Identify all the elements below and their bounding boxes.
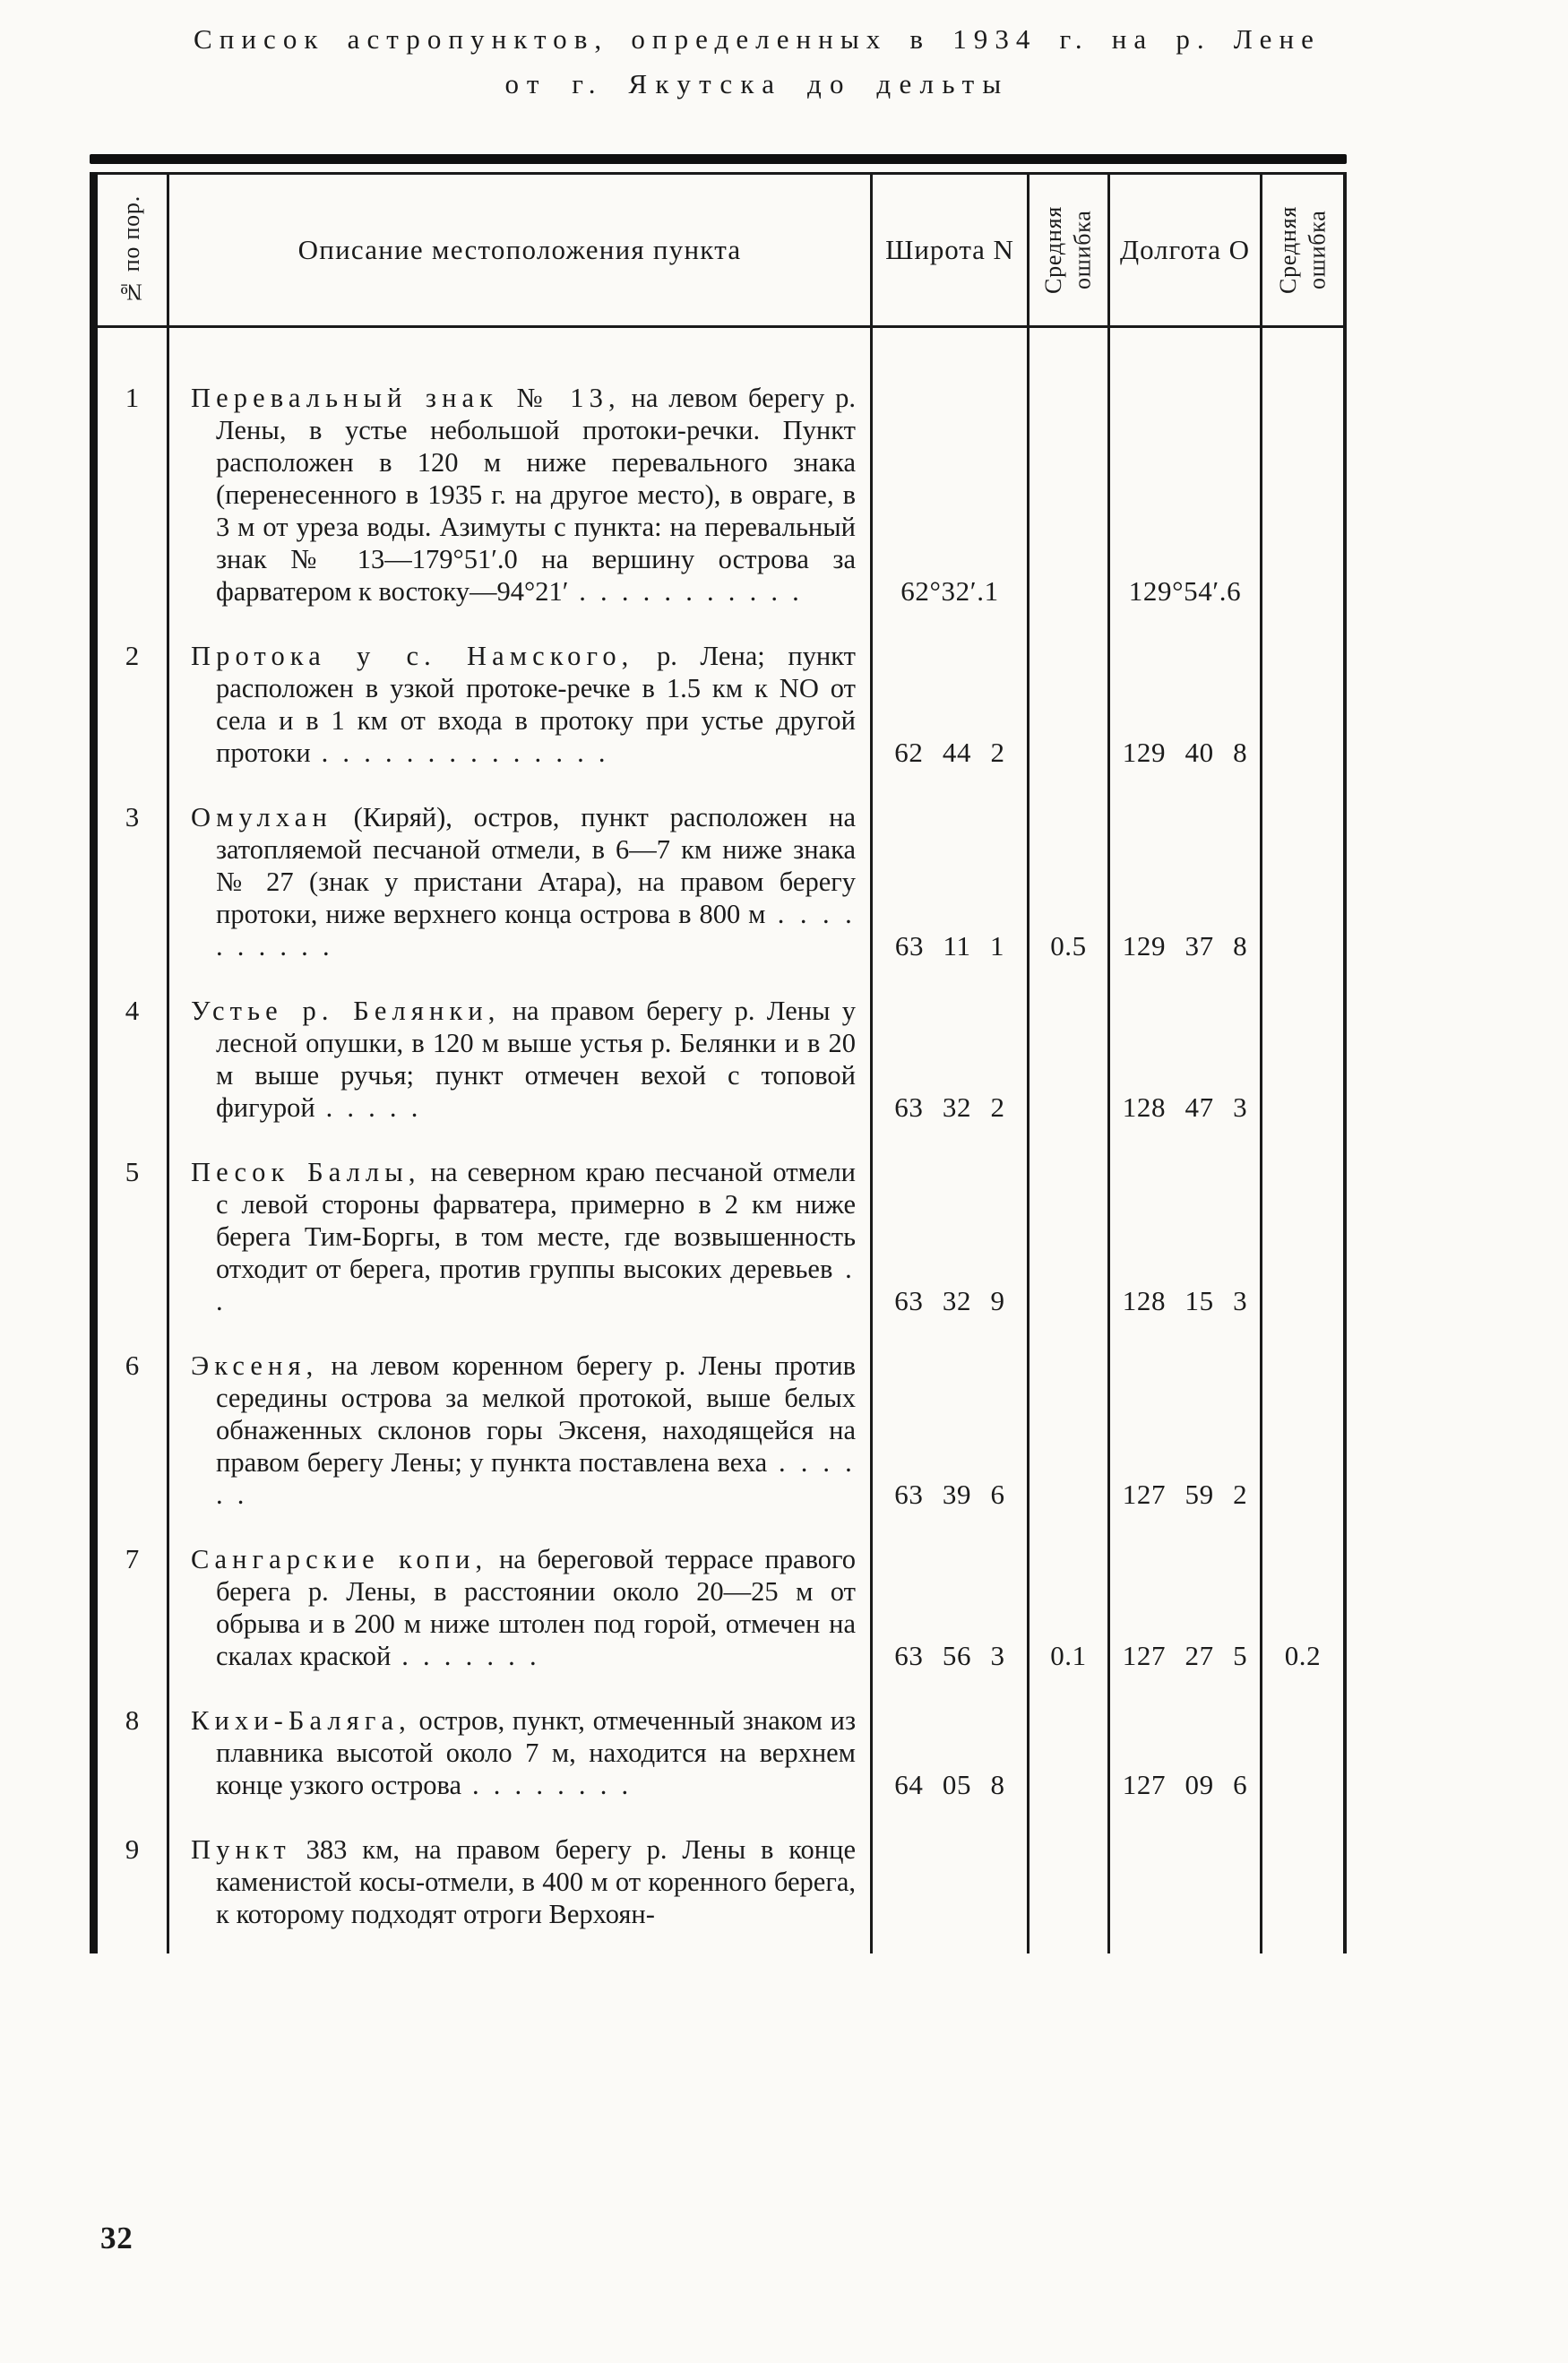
point-name: Перевальный знак № 13,	[191, 383, 621, 413]
title-line-1: Список астропунктов, определенных в 1934 г. на р. Лене	[194, 23, 1321, 55]
longitude-error-cell	[1262, 1812, 1343, 1953]
longitude-error-cell	[1262, 618, 1343, 780]
header-longitude-error-label: Средняя ошибка	[1274, 205, 1330, 295]
header-latitude-column	[873, 175, 1030, 325]
longitude-value: 129 40 8	[1122, 737, 1248, 768]
longitude-value: 128 47 3	[1122, 1091, 1248, 1123]
row-number: 1	[125, 382, 140, 413]
table-row	[98, 780, 1343, 973]
longitude-cell	[1110, 1812, 1262, 1953]
point-name: Протока у с. Намского,	[191, 641, 634, 671]
header-description-label: Описание местоположения пункта	[297, 234, 742, 265]
table-row	[98, 973, 1343, 1134]
point-description: 383 км, на правом берегу р. Лены в конце каменистой косы-отмели, в 400 м от коренного берега, к которому подходят отроги Верхоян-	[216, 1834, 856, 1929]
longitude-cell	[1110, 328, 1262, 618]
longitude-cell	[1110, 1134, 1262, 1328]
row-number-cell	[98, 1522, 169, 1683]
longitude-value: 129°54′.6	[1128, 575, 1242, 607]
latitude-cell	[873, 780, 1030, 973]
latitude-value: 63 32 2	[894, 1091, 1005, 1123]
point-description: на левом берегу р. Лены, в устье небольшой протоки-речки. Пункт расположен в 120 м ниже перевального знака (перенесенного в 1935 г. на другое место), в овраге, в 3 м от уреза воды. Азимуты с пункта: на перевальный знак № 13—179°51′.0 на вершину острова за фарватером к востоку—94°21′	[216, 383, 856, 607]
point-description: на береговой террасе правого берега р. Лены, в расстоянии около 20—25 м от обрыва и в 200 м ниже штолен под горой, отмечен на скалах краской	[216, 1544, 857, 1671]
longitude-error-value: 0.2	[1284, 1640, 1322, 1671]
leader-dots: . . . . . . . . . .	[216, 899, 856, 962]
longitude-error-cell	[1262, 1522, 1343, 1683]
latitude-value: 63 32 9	[894, 1285, 1005, 1316]
header-latitude-error-label: Средняя ошибка	[1040, 205, 1096, 295]
longitude-cell	[1110, 1522, 1262, 1683]
longitude-error-cell	[1262, 1134, 1343, 1328]
point-description: на северном краю песчаной отмели с левой стороны фарватера, примерно в 2 км ниже берега Тим-Боргы, в том месте, где возвышенность отходит от берега, против группы высоких деревьев	[216, 1157, 856, 1284]
leader-dots: . . . . . . . . . . . . . .	[310, 737, 609, 768]
header-latitude-label: Широта N	[885, 234, 1014, 265]
row-description-cell	[169, 618, 873, 780]
point-name: Песок Баллы,	[191, 1157, 421, 1187]
latitude-cell	[873, 1683, 1030, 1812]
latitude-value: 63 39 6	[894, 1479, 1005, 1510]
latitude-error-value: 0.5	[1050, 930, 1087, 962]
longitude-value: 128 15 3	[1122, 1285, 1248, 1316]
latitude-error-cell	[1030, 1134, 1110, 1328]
table-row	[98, 618, 1343, 780]
latitude-error-cell	[1030, 1328, 1110, 1522]
point-description: на правом берегу р. Лены у лесной опушки, в 120 м выше устья р. Белянки и в 20 м выше ручья; пункт отмечен вехой с топовой фигурой	[216, 996, 856, 1123]
longitude-error-cell	[1262, 973, 1343, 1134]
row-description-cell	[169, 1812, 873, 1953]
header-number-column	[98, 175, 169, 325]
table-row	[98, 1134, 1343, 1328]
row-number-cell	[98, 328, 169, 618]
longitude-cell	[1110, 1328, 1262, 1522]
header-number-label: № по пор.	[118, 194, 145, 306]
table-row	[98, 1812, 1343, 1953]
leader-dots: . . . . . .	[216, 1447, 856, 1510]
latitude-error-cell	[1030, 1812, 1110, 1953]
row-number: 3	[125, 801, 140, 832]
title-line-2: от г. Якутска до дельты	[504, 68, 1010, 99]
row-description-cell	[169, 1683, 873, 1812]
latitude-cell	[873, 618, 1030, 780]
latitude-cell	[873, 1328, 1030, 1522]
latitude-cell	[873, 1134, 1030, 1328]
row-description-cell	[169, 973, 873, 1134]
table-header-row	[98, 172, 1343, 328]
longitude-error-cell	[1262, 1683, 1343, 1812]
longitude-error-cell	[1262, 780, 1343, 973]
leader-dots: . .	[216, 1254, 856, 1316]
latitude-cell	[873, 328, 1030, 618]
point-name: Эксеня,	[191, 1350, 319, 1381]
point-description: р. Лена; пункт расположен в узкой протоке-речке в 1.5 км к NO от села и в 1 км от входа в протоку при устье другой протоки	[216, 641, 856, 768]
latitude-value: 64 05 8	[894, 1769, 1005, 1800]
header-description-column	[169, 175, 873, 325]
row-number-cell	[98, 1683, 169, 1812]
longitude-value: 127 09 6	[1122, 1769, 1248, 1800]
row-number-cell	[98, 618, 169, 780]
point-name: Устье р. Белянки,	[191, 996, 501, 1026]
row-number-cell	[98, 1134, 169, 1328]
leader-dots: . . . . .	[314, 1092, 422, 1123]
longitude-error-cell	[1262, 328, 1343, 618]
latitude-error-cell	[1030, 973, 1110, 1134]
table-row	[98, 1683, 1343, 1812]
row-number-cell	[98, 1812, 169, 1953]
table-row	[98, 1522, 1343, 1683]
point-name: Кихи-Баляга,	[191, 1705, 411, 1736]
latitude-error-cell	[1030, 1522, 1110, 1683]
row-number: 2	[125, 640, 140, 671]
table-body	[98, 328, 1343, 1953]
longitude-cell	[1110, 780, 1262, 973]
latitude-cell	[873, 973, 1030, 1134]
latitude-cell	[873, 1522, 1030, 1683]
row-number-cell	[98, 1328, 169, 1522]
table-row	[98, 328, 1343, 618]
longitude-value: 129 37 8	[1122, 930, 1248, 962]
astro-points-table	[90, 172, 1347, 1953]
leader-dots: . . . . . . . .	[461, 1770, 633, 1800]
leader-dots: . . . . . . . . . . .	[568, 576, 804, 607]
latitude-error-cell	[1030, 780, 1110, 973]
row-number: 4	[125, 995, 140, 1026]
point-description: (Киряй), остров, пункт расположен на затопляемой песчаной отмели, в 6—7 км ниже знака № 27 (знак у пристани Атара), на правом берегу протоки, ниже верхнего конца острова в 800 м	[216, 802, 856, 929]
latitude-value: 62 44 2	[894, 737, 1005, 768]
longitude-cell	[1110, 973, 1262, 1134]
latitude-cell	[873, 1812, 1030, 1953]
table-row	[98, 1328, 1343, 1522]
point-name: Пункт	[191, 1834, 291, 1865]
page-title	[27, 23, 1487, 100]
latitude-value: 63 11 1	[894, 930, 1005, 962]
point-description: на левом коренном берегу р. Лены против середины острова за мелкой протокой, выше белых обнаженных склонов горы Эксеня, находящейся на правом берегу Лены; у пункта поставлена веха	[216, 1350, 856, 1478]
longitude-cell	[1110, 1683, 1262, 1812]
longitude-cell	[1110, 618, 1262, 780]
leader-dots: . . . . . . .	[391, 1641, 540, 1671]
latitude-error-cell	[1030, 618, 1110, 780]
page-number: 32	[100, 2221, 134, 2255]
latitude-error-cell	[1030, 1683, 1110, 1812]
row-description-cell	[169, 1522, 873, 1683]
header-longitude-error-column	[1262, 175, 1343, 325]
point-name: Омулхан	[191, 802, 332, 832]
row-description-cell	[169, 328, 873, 618]
row-number: 8	[125, 1704, 140, 1736]
longitude-error-cell	[1262, 1328, 1343, 1522]
point-name: Сангарские копи,	[191, 1544, 488, 1574]
longitude-value: 127 59 2	[1122, 1479, 1248, 1510]
longitude-value: 127 27 5	[1122, 1640, 1248, 1671]
row-number: 7	[125, 1543, 140, 1574]
latitude-error-value: 0.1	[1050, 1640, 1087, 1671]
row-description-cell	[169, 1134, 873, 1328]
row-number: 6	[125, 1350, 140, 1381]
header-longitude-column	[1110, 175, 1262, 325]
point-description: остров, пункт, отмеченный знаком из плавника высотой около 7 м, находится на верхнем конце узкого острова	[216, 1705, 856, 1800]
header-longitude-label: Долгота O	[1120, 234, 1250, 265]
row-number: 9	[125, 1833, 140, 1865]
row-number-cell	[98, 973, 169, 1134]
row-description-cell	[169, 1328, 873, 1522]
latitude-value: 63 56 3	[894, 1640, 1005, 1671]
latitude-error-cell	[1030, 328, 1110, 618]
header-latitude-error-column	[1030, 175, 1110, 325]
row-number-cell	[98, 780, 169, 973]
row-description-cell	[169, 780, 873, 973]
latitude-value: 62°32′.1	[900, 575, 999, 607]
row-number: 5	[125, 1156, 140, 1187]
